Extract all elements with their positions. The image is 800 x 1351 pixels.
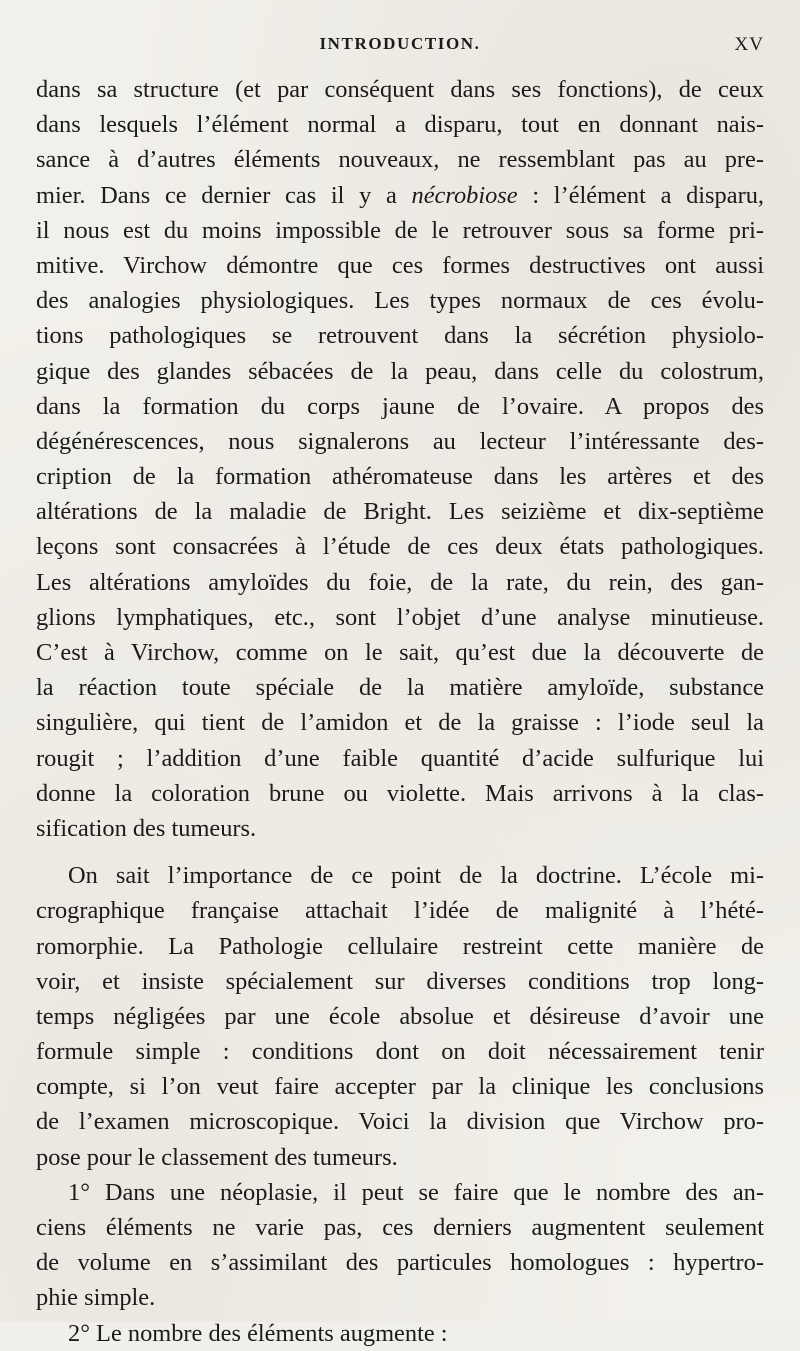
text-line: formule simple : conditions dont on doit nécessairement tenir (36, 1038, 764, 1066)
text-line: leçons sont consacrées à l’étude de ces deux états pathologiques. (36, 533, 764, 561)
text-line: dégénérescences, nous signalerons au lecteur l’intéressante des- (36, 427, 764, 455)
italic-term: nécrobiose (411, 181, 518, 209)
text-line: dans lesquels l’élément normal a disparu, tout en donnant nais- (36, 111, 764, 139)
text-line: singulière, qui tient de l’amidon et de la graisse : l’iode seul la (36, 709, 764, 737)
text-line: rougit ; l’addition d’une faible quantité d’acide sulfurique lui (36, 744, 764, 772)
text-line: dans sa structure (et par conséquent dans ses fonctions), de ceux (36, 76, 764, 103)
text-run: mier. Dans ce dernier cas il y a (36, 181, 412, 209)
text-line: donne la coloration brune ou violette. Mais arrivons à la clas- (36, 779, 764, 807)
text-line: phie simple. (36, 1284, 156, 1312)
text-line: pose pour le classement des tumeurs. (36, 1143, 398, 1171)
running-title: INTRODUCTION. (319, 34, 481, 53)
text-line: des analogies physiologiques. Les types normaux de ces évolu- (36, 287, 764, 315)
text-line: On sait l’importance de ce point de la doctrine. L’école mi- (68, 862, 764, 890)
text-line: glions lymphatiques, etc., sont l’objet d’une analyse minutieuse. (36, 603, 764, 631)
text-line: C’est à Virchow, comme on le sait, qu’est due la découverte de (36, 639, 764, 666)
text-line: dans la formation du corps jaune de l’ovaire. A propos des (36, 392, 764, 420)
text-line: temps négligées par une école absolue et désireuse d’avoir une (36, 1002, 764, 1030)
text-line: gique des glandes sébacées de la peau, dans celle du colostrum, (36, 357, 764, 385)
text-line: crographique française attachait l’idée de malignité à l’hété- (36, 897, 764, 925)
text-line: sification des tumeurs. (36, 814, 257, 842)
running-head (36, 34, 764, 60)
text-line: de l’examen microscopique. Voici la division que Virchow pro- (36, 1108, 764, 1136)
text-line: compte, si l’on veut faire accepter par la clinique les conclusions (36, 1073, 764, 1101)
text-line: ciens éléments ne varie pas, ces derniers augmentent seulement (36, 1214, 764, 1241)
text-line (36, 178, 764, 213)
text-line: sance à d’autres éléments nouveaux, ne ressemblant pas au pre- (36, 146, 764, 174)
text-line: Les altérations amyloïdes du foie, de la rate, du rein, des gan- (36, 568, 764, 596)
text-line: altérations de la maladie de Bright. Les seizième et dix-septième (36, 498, 764, 526)
page-number: XV (734, 34, 764, 55)
text-line: voir, et insiste spécialement sur diverses conditions trop long- (36, 967, 764, 995)
text-line: 1° Dans une néoplasie, il peut se faire que le nombre des an- (68, 1178, 764, 1206)
text-run: : l’élément a disparu, (517, 181, 764, 209)
text-line: romorphie. La Pathologie cellulaire restreint cette manière de (36, 932, 764, 960)
text-line: tions pathologiques se retrouvent dans la sécrétion physiolo- (36, 322, 764, 350)
text-line: il nous est du moins impossible de le retrouver sous sa forme pri- (36, 216, 764, 244)
text-line: cription de la formation athéromateuse dans les artères et des (36, 463, 764, 491)
paragraph-gap (36, 846, 764, 858)
text-line: la réaction toute spéciale de la matière amyloïde, substance (36, 674, 764, 702)
text-line: 2° Le nombre des éléments augmente : (68, 1319, 448, 1347)
body-text (36, 72, 764, 1351)
text-line: de volume en s’assimilant des particules homologues : hypertro- (36, 1249, 764, 1277)
text-line: mitive. Virchow démontre que ces formes destructives ont aussi (36, 251, 764, 279)
